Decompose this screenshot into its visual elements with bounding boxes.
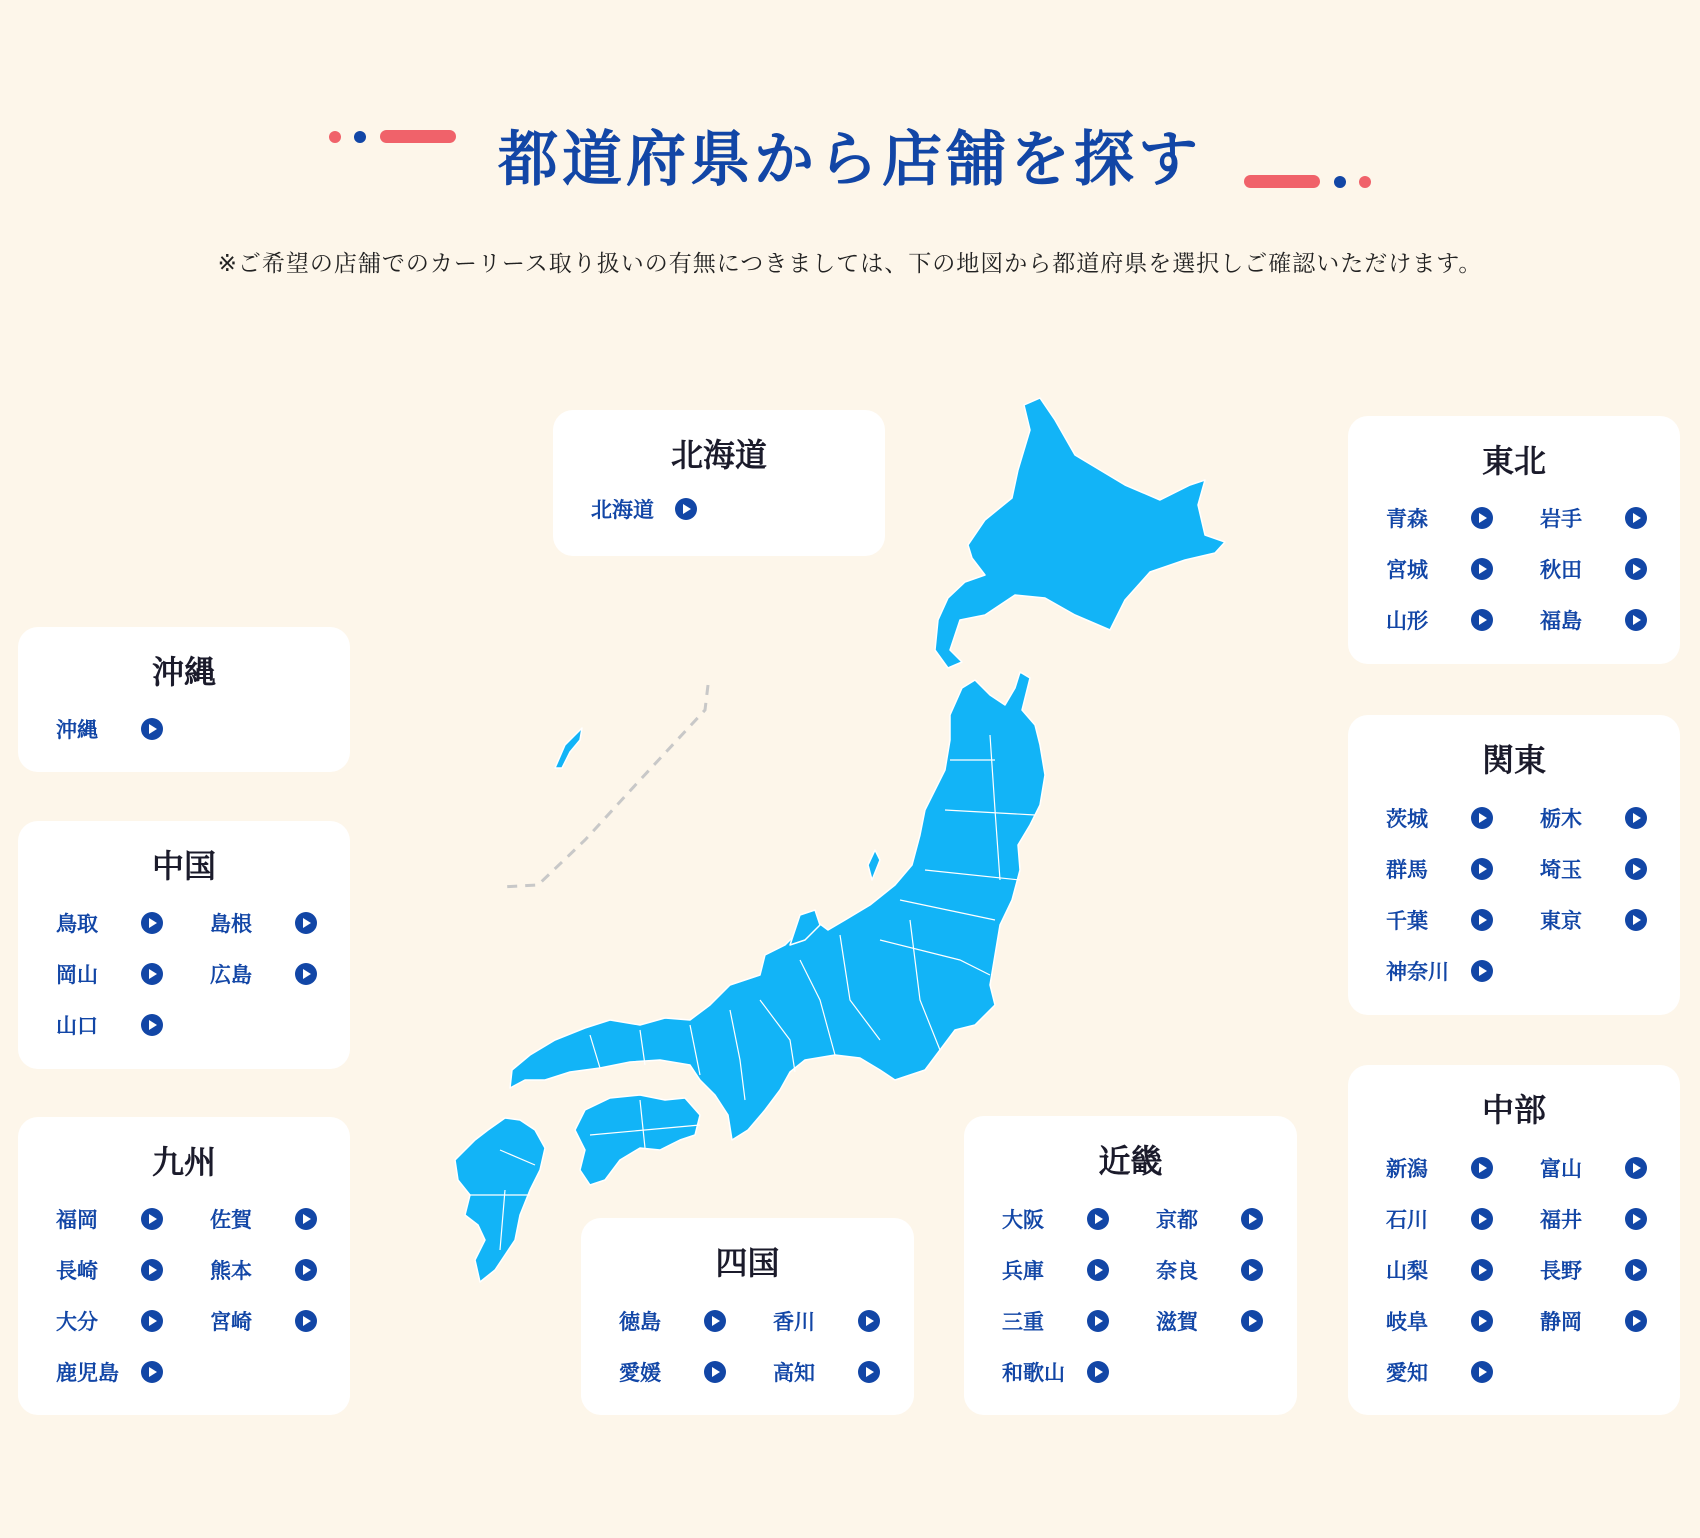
- page-note: ※ご希望の店舗でのカーリース取り扱いの有無につきましては、下の地図から都道府県を選択しご確認いただけます。: [217, 251, 1483, 277]
- play-arrow-icon: [1471, 1157, 1493, 1179]
- play-arrow-icon: [1241, 1259, 1263, 1281]
- play-arrow-icon: [1471, 507, 1493, 529]
- play-arrow-icon: [704, 1310, 726, 1332]
- pref-link-tottori[interactable]: 鳥取: [56, 908, 166, 938]
- pref-link-ibaraki[interactable]: 茨城: [1386, 803, 1496, 833]
- pref-link-fukui[interactable]: 福井: [1540, 1204, 1650, 1234]
- play-arrow-icon: [1471, 909, 1493, 931]
- play-arrow-icon: [1087, 1208, 1109, 1230]
- region-title: 近畿: [1098, 1142, 1163, 1180]
- pref-link-saitama[interactable]: 埼玉: [1540, 854, 1650, 884]
- play-arrow-icon: [141, 718, 163, 740]
- region-title: 中国: [151, 847, 216, 885]
- pref-link-aomori[interactable]: 青森: [1386, 503, 1496, 533]
- play-arrow-icon: [1625, 507, 1647, 529]
- pref-link-shizuoka[interactable]: 静岡: [1540, 1306, 1650, 1336]
- map-shikoku: [575, 1095, 700, 1185]
- play-arrow-icon: [1241, 1208, 1263, 1230]
- page-title: 都道府県から店舗を探す: [498, 125, 1202, 195]
- pref-link-yamaguchi[interactable]: 山口: [56, 1010, 166, 1040]
- pref-link-aichi[interactable]: 愛知: [1386, 1357, 1496, 1387]
- pref-link-kumamoto[interactable]: 熊本: [210, 1255, 320, 1285]
- region-title: 四国: [715, 1244, 780, 1282]
- play-arrow-icon: [858, 1361, 880, 1383]
- pref-link-osaka[interactable]: 大阪: [1002, 1204, 1112, 1234]
- region-title: 九州: [151, 1143, 216, 1181]
- region-title: 中部: [1481, 1091, 1546, 1129]
- region-card-okinawa: [18, 627, 350, 772]
- play-arrow-icon: [1471, 960, 1493, 982]
- play-arrow-icon: [295, 1310, 317, 1332]
- pref-link-nagasaki[interactable]: 長崎: [56, 1255, 166, 1285]
- play-arrow-icon: [295, 1259, 317, 1281]
- region-card-chubu: [1348, 1065, 1680, 1415]
- play-arrow-icon: [1471, 1361, 1493, 1383]
- map-kyushu: [455, 1118, 545, 1282]
- region-card-kinki: [964, 1116, 1297, 1415]
- pref-link-mie[interactable]: 三重: [1002, 1306, 1112, 1336]
- pref-link-hiroshima[interactable]: 広島: [210, 959, 320, 989]
- pref-link-shiga[interactable]: 滋賀: [1156, 1306, 1266, 1336]
- region-card-hokkaido: [553, 410, 885, 556]
- play-arrow-icon: [1625, 558, 1647, 580]
- play-arrow-icon: [675, 498, 697, 520]
- pref-link-chiba[interactable]: 千葉: [1386, 905, 1496, 935]
- pref-link-nagano[interactable]: 長野: [1540, 1255, 1650, 1285]
- pref-link-miyazaki[interactable]: 宮崎: [210, 1306, 320, 1336]
- pref-link-kanagawa[interactable]: 神奈川: [1386, 956, 1496, 986]
- pref-link-yamagata[interactable]: 山形: [1386, 605, 1496, 635]
- pref-link-hokkaido[interactable]: 北海道: [591, 494, 701, 524]
- map-hokkaido: [935, 398, 1225, 668]
- play-arrow-icon: [1625, 858, 1647, 880]
- play-arrow-icon: [858, 1310, 880, 1332]
- region-card-shikoku: [581, 1218, 914, 1415]
- play-arrow-icon: [1471, 1208, 1493, 1230]
- play-arrow-icon: [1625, 909, 1647, 931]
- region-card-chugoku: [18, 821, 350, 1069]
- play-arrow-icon: [295, 1208, 317, 1230]
- play-arrow-icon: [141, 1208, 163, 1230]
- play-arrow-icon: [141, 963, 163, 985]
- pref-link-niigata[interactable]: 新潟: [1386, 1153, 1496, 1183]
- pref-link-ishikawa[interactable]: 石川: [1386, 1204, 1496, 1234]
- play-arrow-icon: [295, 912, 317, 934]
- play-arrow-icon: [1471, 1259, 1493, 1281]
- play-arrow-icon: [1471, 1310, 1493, 1332]
- region-title: 沖縄: [151, 653, 216, 691]
- play-arrow-icon: [141, 1310, 163, 1332]
- play-arrow-icon: [295, 963, 317, 985]
- pref-link-gunma[interactable]: 群馬: [1386, 854, 1496, 884]
- pref-link-miyagi[interactable]: 宮城: [1386, 554, 1496, 584]
- pref-link-kochi[interactable]: 高知: [773, 1357, 883, 1387]
- pref-link-okinawa[interactable]: 沖縄: [56, 714, 166, 744]
- pref-link-tokushima[interactable]: 徳島: [619, 1306, 729, 1336]
- pref-link-tochigi[interactable]: 栃木: [1540, 803, 1650, 833]
- pref-link-tokyo[interactable]: 東京: [1540, 905, 1650, 935]
- pref-link-ehime[interactable]: 愛媛: [619, 1357, 729, 1387]
- map-honshu: [510, 672, 1045, 1140]
- region-title: 関東: [1481, 741, 1546, 779]
- pref-link-okayama[interactable]: 岡山: [56, 959, 166, 989]
- play-arrow-icon: [1087, 1310, 1109, 1332]
- play-arrow-icon: [1241, 1310, 1263, 1332]
- play-arrow-icon: [141, 912, 163, 934]
- region-card-kanto: [1348, 715, 1680, 1015]
- pref-link-nara[interactable]: 奈良: [1156, 1255, 1266, 1285]
- region-title: 北海道: [670, 436, 767, 474]
- pref-link-gifu[interactable]: 岐阜: [1386, 1306, 1496, 1336]
- play-arrow-icon: [141, 1259, 163, 1281]
- pref-link-yamanashi[interactable]: 山梨: [1386, 1255, 1496, 1285]
- play-arrow-icon: [1625, 609, 1647, 631]
- pref-link-wakayama[interactable]: 和歌山: [1002, 1357, 1112, 1387]
- play-arrow-icon: [1625, 1157, 1647, 1179]
- play-arrow-icon: [141, 1361, 163, 1383]
- play-arrow-icon: [1625, 1310, 1647, 1332]
- pref-link-oita[interactable]: 大分: [56, 1306, 166, 1336]
- play-arrow-icon: [1625, 1259, 1647, 1281]
- play-arrow-icon: [1087, 1259, 1109, 1281]
- pref-link-iwate[interactable]: 岩手: [1540, 503, 1650, 533]
- pref-link-fukuoka[interactable]: 福岡: [56, 1204, 166, 1234]
- play-arrow-icon: [704, 1361, 726, 1383]
- play-arrow-icon: [1087, 1361, 1109, 1383]
- pref-link-fukushima[interactable]: 福島: [1540, 605, 1650, 635]
- pref-link-saga[interactable]: 佐賀: [210, 1204, 320, 1234]
- play-arrow-icon: [1471, 609, 1493, 631]
- pref-link-kagawa[interactable]: 香川: [773, 1306, 883, 1336]
- play-arrow-icon: [1625, 807, 1647, 829]
- pref-link-kyoto[interactable]: 京都: [1156, 1204, 1266, 1234]
- pref-link-shimane[interactable]: 島根: [210, 908, 320, 938]
- play-arrow-icon: [1471, 558, 1493, 580]
- pref-link-akita[interactable]: 秋田: [1540, 554, 1650, 584]
- play-arrow-icon: [141, 1014, 163, 1036]
- map-okinawa: [555, 728, 582, 768]
- play-arrow-icon: [1471, 858, 1493, 880]
- pref-link-kagoshima[interactable]: 鹿児島: [56, 1357, 166, 1387]
- pref-link-hyogo[interactable]: 兵庫: [1002, 1255, 1112, 1285]
- pref-link-toyama[interactable]: 富山: [1540, 1153, 1650, 1183]
- region-card-tohoku: [1348, 416, 1680, 664]
- play-arrow-icon: [1471, 807, 1493, 829]
- region-title: 東北: [1481, 442, 1546, 480]
- region-card-kyushu: [18, 1117, 350, 1415]
- play-arrow-icon: [1625, 1208, 1647, 1230]
